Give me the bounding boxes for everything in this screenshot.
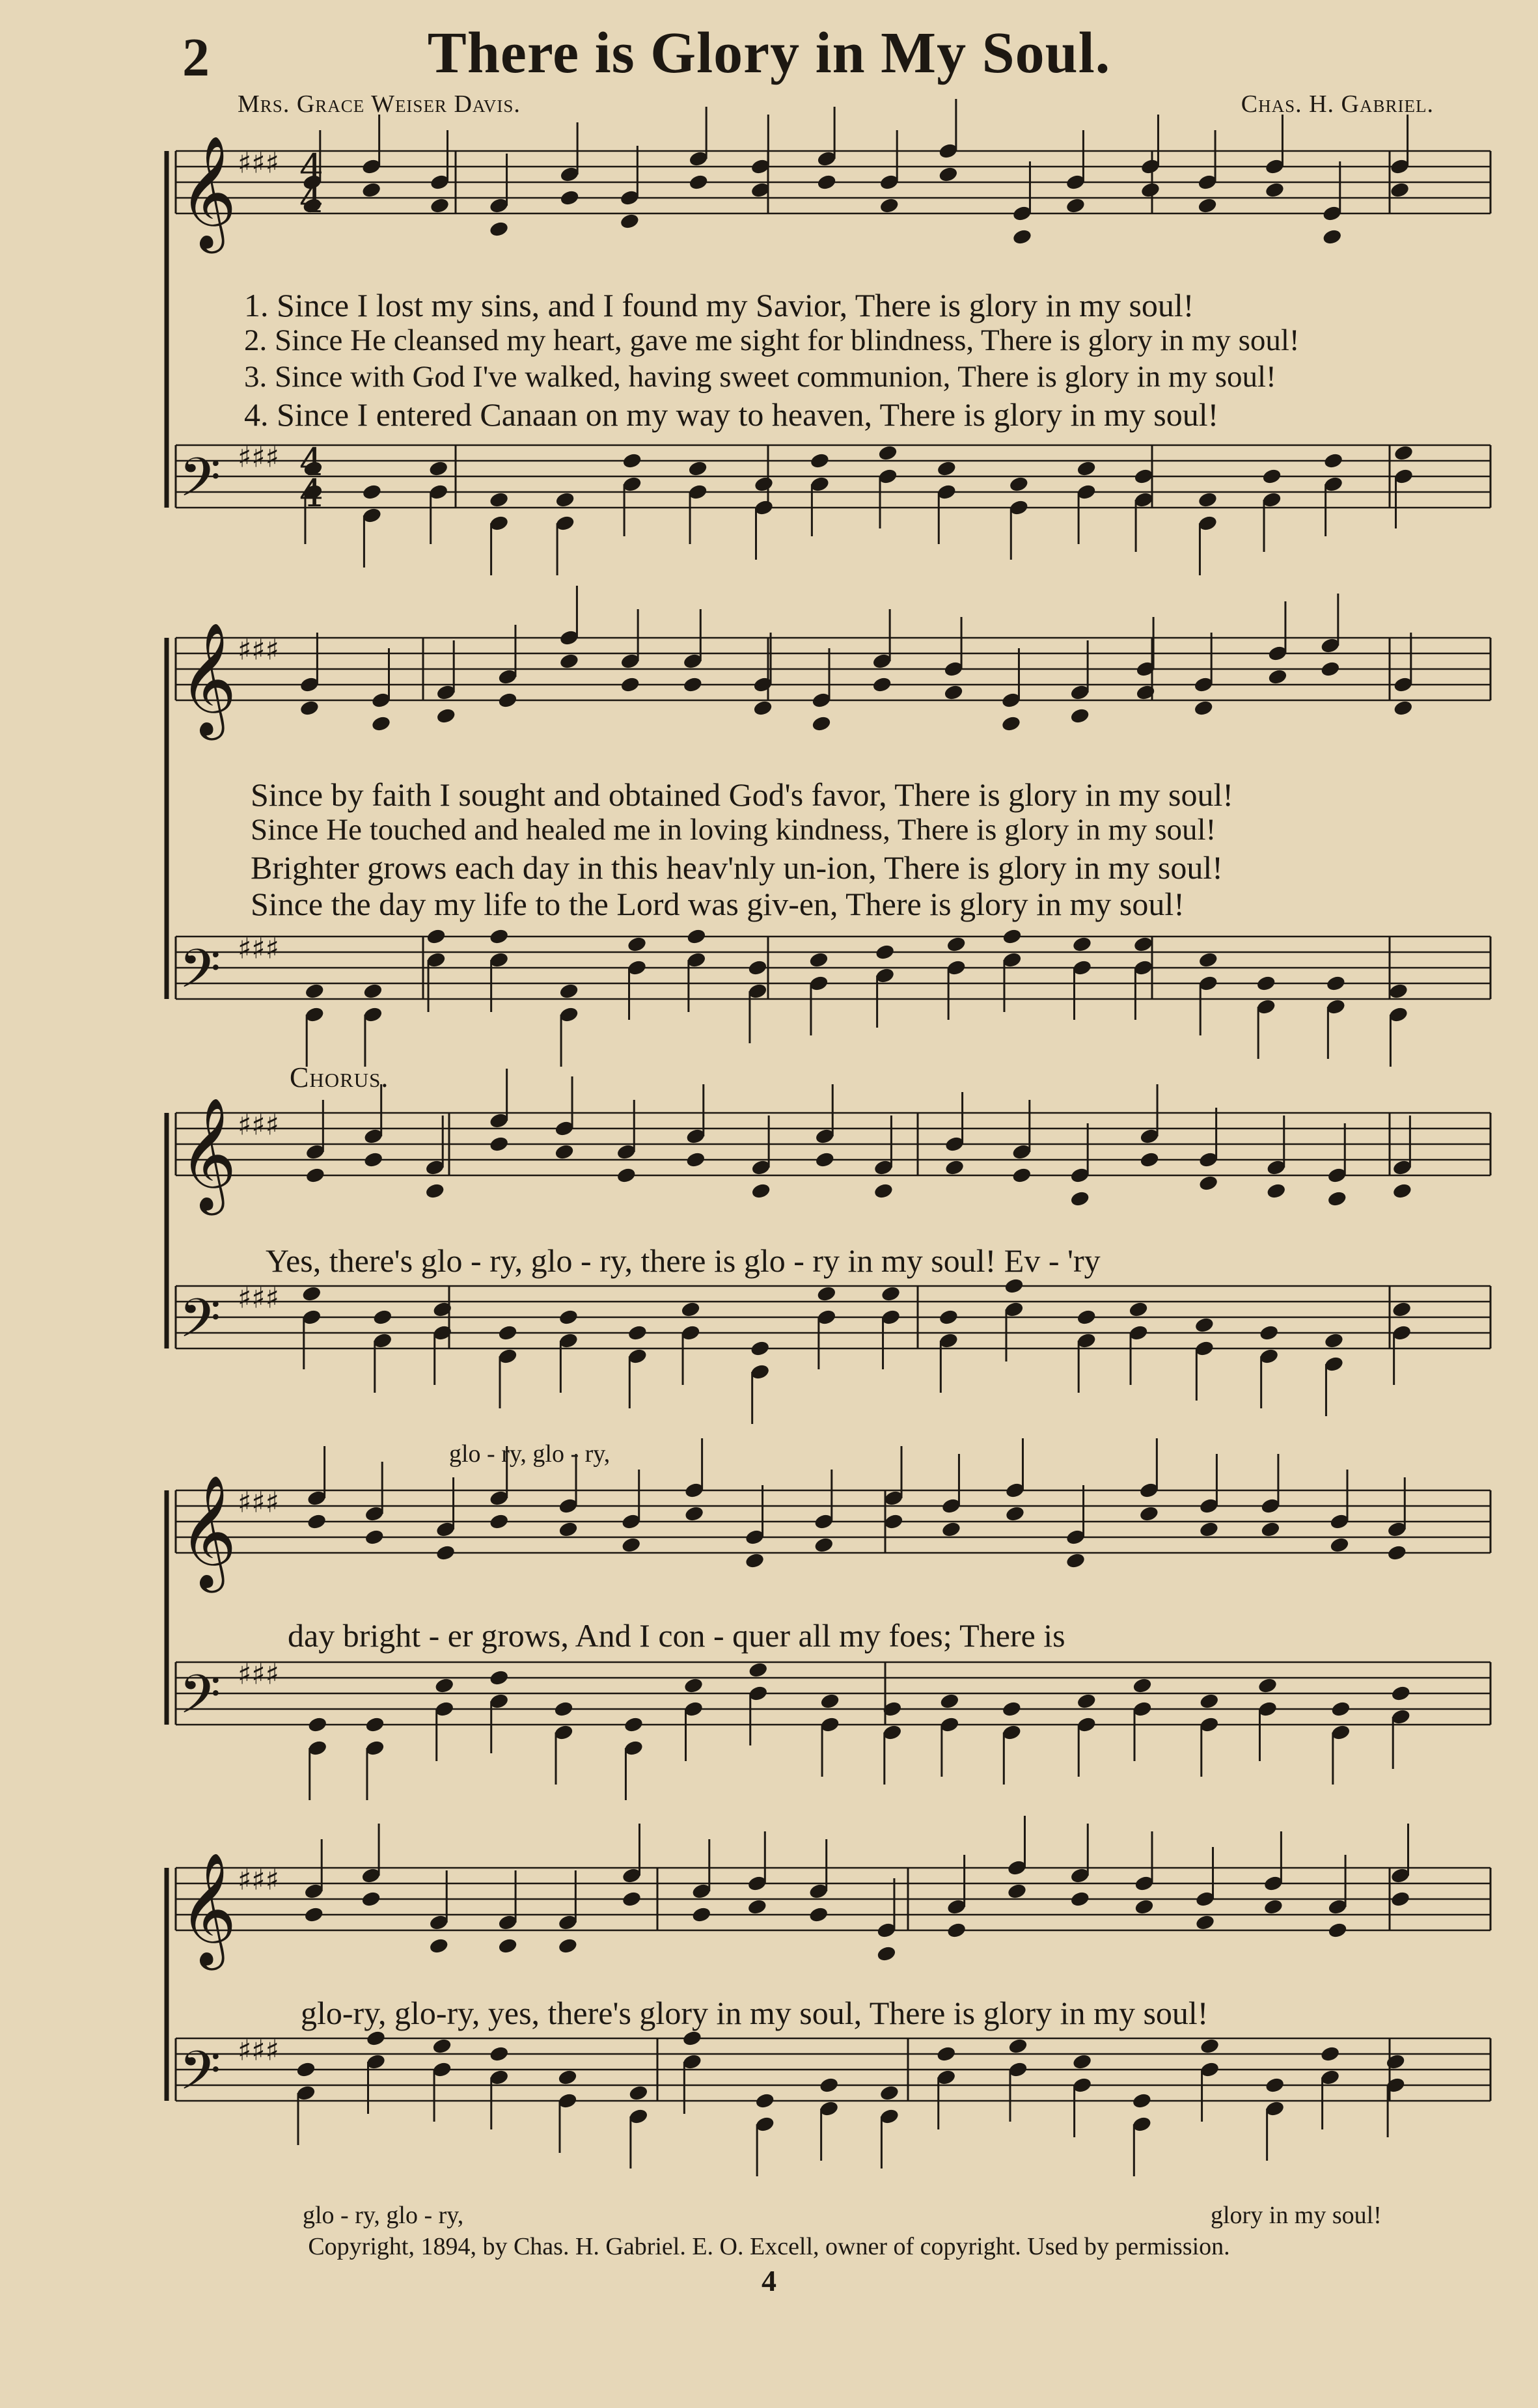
- note-head: [558, 1937, 578, 1954]
- note-head: [1392, 1183, 1412, 1199]
- key-signature-icon: ♯♯♯: [238, 1486, 279, 1520]
- note-head: [1199, 1521, 1219, 1538]
- hymn-title: There is Glory in My Soul.: [427, 21, 1111, 85]
- note-head: [687, 928, 707, 945]
- note-head: [1133, 1677, 1153, 1694]
- note-head: [616, 1167, 637, 1184]
- note-head: [820, 1693, 840, 1710]
- verse-4-line-2: Since the day my life to the Lord was giv-en, There is glory in my soul!: [251, 886, 1185, 922]
- note-head: [809, 951, 829, 968]
- key-signature-icon: ♯♯♯: [238, 1281, 279, 1315]
- note-head: [622, 452, 642, 469]
- chorus-lyric-1: Yes, there's glo - ry, glo - ry, there is glo - ry in my soul! Ev - 'ry: [266, 1242, 1101, 1279]
- note-head: [941, 1521, 961, 1538]
- note-head: [683, 676, 703, 693]
- note-head: [1268, 668, 1288, 685]
- note-head: [366, 2030, 386, 2047]
- note-head: [1198, 1175, 1218, 1192]
- note-head: [685, 1151, 706, 1168]
- note-head: [299, 700, 320, 717]
- note-head: [371, 715, 391, 732]
- note-head: [304, 1906, 324, 1923]
- note-head: [1002, 928, 1023, 945]
- note-head: [489, 1136, 509, 1153]
- note-head: [555, 491, 575, 508]
- note-head: [683, 1677, 704, 1694]
- note-head: [555, 1143, 575, 1160]
- note-head: [489, 1669, 509, 1686]
- note-head: [428, 460, 448, 477]
- note-head: [624, 1716, 644, 1733]
- verse-3-line-2: Brighter grows each day in this heav'nly un-ion, There is glory in my soul!: [251, 849, 1223, 886]
- note-head: [361, 1891, 381, 1908]
- note-head: [1256, 975, 1276, 992]
- note-head: [1001, 715, 1021, 732]
- note-head: [307, 1716, 327, 1733]
- note-head: [1394, 445, 1414, 461]
- note-head: [1390, 1891, 1410, 1908]
- time-signature-icon: 4: [299, 146, 323, 190]
- note-head: [1134, 468, 1154, 485]
- note-head: [1140, 1151, 1160, 1168]
- note-head: [1070, 1891, 1090, 1908]
- note-head: [1390, 182, 1410, 198]
- note-head: [425, 1183, 445, 1199]
- note-head: [1194, 1317, 1215, 1334]
- note-head: [627, 1324, 648, 1341]
- note-head: [1077, 1309, 1097, 1326]
- treble-clef-icon: 𝄞: [179, 135, 237, 249]
- note-head: [302, 1285, 322, 1302]
- note-head: [559, 653, 579, 670]
- note-head: [1263, 1898, 1284, 1915]
- key-signature-icon: ♯♯♯: [238, 441, 279, 474]
- note-head: [554, 1701, 574, 1717]
- note-head: [307, 1513, 327, 1530]
- note-head: [936, 2045, 956, 2062]
- note-head: [1200, 2038, 1220, 2055]
- note-head: [489, 928, 509, 945]
- note-head: [365, 1716, 385, 1733]
- note-head: [817, 174, 837, 191]
- note-head: [1330, 1537, 1350, 1553]
- note-head: [1002, 1701, 1022, 1717]
- note-head: [688, 460, 708, 477]
- chorus-label: Chorus.: [290, 1061, 389, 1093]
- note-head: [1065, 197, 1086, 214]
- note-head: [808, 1906, 829, 1923]
- note-head: [622, 1891, 642, 1908]
- note-head: [364, 1529, 385, 1546]
- note-head: [1387, 1544, 1407, 1561]
- note-head: [362, 484, 382, 500]
- note-head: [558, 1521, 579, 1538]
- note-head: [684, 1505, 704, 1522]
- note-head: [753, 700, 773, 717]
- note-head: [1266, 1183, 1286, 1199]
- note-head: [489, 221, 509, 238]
- chorus-bass-lyric-3-right: glory in my soul!: [1211, 2202, 1382, 2229]
- key-signature-icon: ♯♯♯: [238, 633, 279, 667]
- note-head: [1198, 197, 1218, 214]
- note-head: [812, 715, 832, 732]
- note-head: [1134, 1898, 1155, 1915]
- note-head: [872, 676, 892, 693]
- note-head: [1261, 1521, 1281, 1538]
- treble-clef-icon: 𝄞: [179, 622, 237, 735]
- note-head: [429, 1937, 449, 1954]
- note-head: [881, 1285, 901, 1302]
- note-head: [489, 1513, 509, 1530]
- note-head: [1321, 661, 1341, 677]
- note-head: [1265, 182, 1285, 198]
- note-head: [879, 197, 899, 214]
- verse-2-line-2: Since He touched and healed me in loving kindness, There is glory in my soul!: [251, 813, 1216, 847]
- note-head: [1200, 1693, 1220, 1710]
- note-head: [946, 936, 967, 953]
- note-head: [363, 1151, 383, 1168]
- note-head: [1077, 460, 1097, 477]
- treble-clef-icon: 𝄞: [179, 1852, 237, 1965]
- note-head: [434, 1677, 454, 1694]
- note-head: [435, 1544, 456, 1561]
- verse-4-line-1: 4. Since I entered Canaan on my way to heaven, There is glory in my soul!: [244, 396, 1219, 433]
- note-head: [815, 1151, 835, 1168]
- time-signature-icon: 4: [299, 440, 323, 484]
- note-head: [1129, 1301, 1149, 1318]
- note-head: [1070, 1190, 1090, 1207]
- bass-clef-icon: 𝄢: [179, 2039, 221, 2115]
- note-head: [498, 1937, 518, 1954]
- key-signature-icon: ♯♯♯: [238, 1658, 279, 1691]
- note-head: [879, 2085, 899, 2101]
- note-head: [489, 491, 509, 508]
- note-head: [1005, 1505, 1025, 1522]
- note-head: [1327, 1190, 1347, 1207]
- note-head: [1326, 975, 1346, 992]
- note-head: [939, 1309, 959, 1326]
- note-head: [1198, 951, 1218, 968]
- note-head: [750, 1340, 770, 1357]
- chorus-lyric-3: glo-ry, glo-ry, yes, there's glory in my soul, There is glory in my soul!: [301, 1995, 1209, 2031]
- note-head: [1012, 228, 1032, 245]
- note-head: [1262, 468, 1282, 485]
- note-head: [946, 1922, 967, 1939]
- copyright-notice: Copyright, 1894, by Chas. H. Gabriel. E. O. Excell, owner of copyright. Used by permission.: [308, 2233, 1230, 2260]
- note-head: [754, 476, 774, 493]
- note-head: [944, 684, 964, 701]
- note-head: [361, 182, 381, 198]
- note-head: [432, 2038, 452, 2055]
- note-head: [1004, 1278, 1024, 1294]
- note-head: [620, 676, 640, 693]
- note-head: [884, 1513, 904, 1530]
- note-head: [1065, 1552, 1086, 1569]
- note-head: [1012, 1167, 1032, 1184]
- note-head: [1391, 1685, 1411, 1702]
- note-head: [1194, 700, 1214, 717]
- time-signature-icon: 4: [299, 471, 323, 515]
- bass-clef-icon: 𝄢: [179, 446, 221, 522]
- note-head: [689, 174, 709, 191]
- note-head: [305, 983, 325, 1000]
- note-head: [621, 1537, 641, 1553]
- note-head: [817, 1285, 837, 1302]
- note-head: [363, 983, 383, 1000]
- note-head: [944, 1159, 965, 1176]
- note-head: [558, 2069, 578, 2086]
- note-head: [426, 928, 446, 945]
- note-head: [558, 1309, 579, 1326]
- note-head: [1320, 2045, 1340, 2062]
- key-signature-icon: ♯♯♯: [238, 932, 279, 966]
- note-head: [755, 2092, 775, 2109]
- note-head: [939, 166, 959, 183]
- note-head: [940, 1693, 960, 1710]
- note-head: [305, 1167, 325, 1184]
- note-head: [1007, 1883, 1027, 1900]
- note-head: [1132, 2092, 1152, 2109]
- note-head: [878, 445, 898, 461]
- note-head: [372, 1309, 392, 1326]
- note-head: [1386, 2053, 1406, 2070]
- page-number: 4: [762, 2264, 776, 2297]
- note-head: [745, 1552, 765, 1569]
- note-head: [1328, 1922, 1348, 1939]
- key-signature-icon: ♯♯♯: [238, 2034, 279, 2068]
- note-head: [1195, 1914, 1215, 1931]
- note-head: [810, 452, 830, 469]
- note-head: [875, 944, 895, 961]
- note-head: [498, 692, 518, 709]
- verse-1-line-2: Since by faith I sought and obtained God's favor, There is glory in my soul!: [251, 776, 1233, 813]
- note-head: [747, 1898, 767, 1915]
- note-head: [819, 2077, 839, 2094]
- note-head: [1008, 2038, 1028, 2055]
- key-signature-icon: ♯♯♯: [238, 1863, 279, 1897]
- author-credit: Mrs. Grace Weiser Davis.: [238, 90, 521, 118]
- bass-clef-icon: 𝄢: [179, 1287, 221, 1363]
- note-head: [1331, 1701, 1351, 1717]
- note-head: [1388, 983, 1408, 1000]
- treble-clef-icon: 𝄞: [179, 1097, 237, 1211]
- note-head: [691, 1906, 711, 1923]
- note-head: [629, 2085, 649, 2101]
- key-signature-icon: ♯♯♯: [238, 1108, 279, 1142]
- note-head: [560, 189, 580, 206]
- note-head: [1324, 1332, 1344, 1349]
- note-head: [436, 707, 456, 724]
- note-head: [489, 2045, 509, 2062]
- verse-3-line-1: 3. Since with God I've walked, having sweet communion, There is glory in my soul!: [244, 360, 1276, 394]
- chorus-lyric-2: day bright - er grows, And I con - quer all my foes; There is: [288, 1617, 1065, 1654]
- note-head: [559, 983, 579, 1000]
- key-signature-icon: ♯♯♯: [238, 146, 279, 180]
- note-head: [748, 1662, 768, 1678]
- note-head: [1198, 491, 1218, 508]
- hymn-number: 2: [182, 27, 210, 88]
- note-head: [1133, 936, 1153, 953]
- note-head: [1323, 452, 1343, 469]
- note-head: [1072, 2053, 1092, 2070]
- note-head: [1322, 228, 1342, 245]
- bass-clef-icon: 𝄢: [179, 1663, 221, 1739]
- composer-credit: Chas. H. Gabriel.: [1241, 90, 1434, 118]
- verse-1-line-1: 1. Since I lost my sins, and I found my Savior, There is glory in my soul!: [244, 287, 1194, 323]
- note-head: [1265, 2077, 1285, 2094]
- note-head: [1259, 1324, 1279, 1341]
- note-head: [1009, 476, 1029, 493]
- note-head: [814, 1537, 834, 1553]
- note-head: [430, 197, 450, 214]
- note-head: [1072, 936, 1092, 953]
- note-head: [751, 1183, 771, 1199]
- treble-clef-icon: 𝄞: [179, 1475, 237, 1588]
- note-head: [937, 460, 957, 477]
- time-signature-icon: 4: [299, 177, 323, 221]
- note-head: [682, 2030, 702, 2047]
- bass-clef-icon: 𝄢: [179, 937, 221, 1013]
- note-head: [296, 2061, 316, 2078]
- note-head: [1392, 1301, 1412, 1318]
- note-head: [1257, 1677, 1278, 1694]
- note-head: [620, 213, 640, 230]
- note-head: [627, 936, 647, 953]
- note-head: [877, 1945, 897, 1962]
- note-head: [1070, 707, 1090, 724]
- verse-2-line-1: 2. Since He cleansed my heart, gave me sight for blindness, There is glory in my soul!: [244, 323, 1300, 357]
- note-head: [1140, 182, 1160, 198]
- chorus-bass-lyric-1: glo - ry, glo - ry,: [449, 1440, 611, 1468]
- note-head: [498, 1324, 518, 1341]
- note-head: [748, 959, 768, 976]
- note-head: [681, 1301, 701, 1318]
- chorus-bass-lyric-3-left: glo - ry, glo - ry,: [303, 2202, 464, 2229]
- note-head: [873, 1183, 894, 1199]
- note-head: [1077, 1693, 1097, 1710]
- note-head: [1394, 700, 1414, 717]
- note-head: [1139, 1505, 1159, 1522]
